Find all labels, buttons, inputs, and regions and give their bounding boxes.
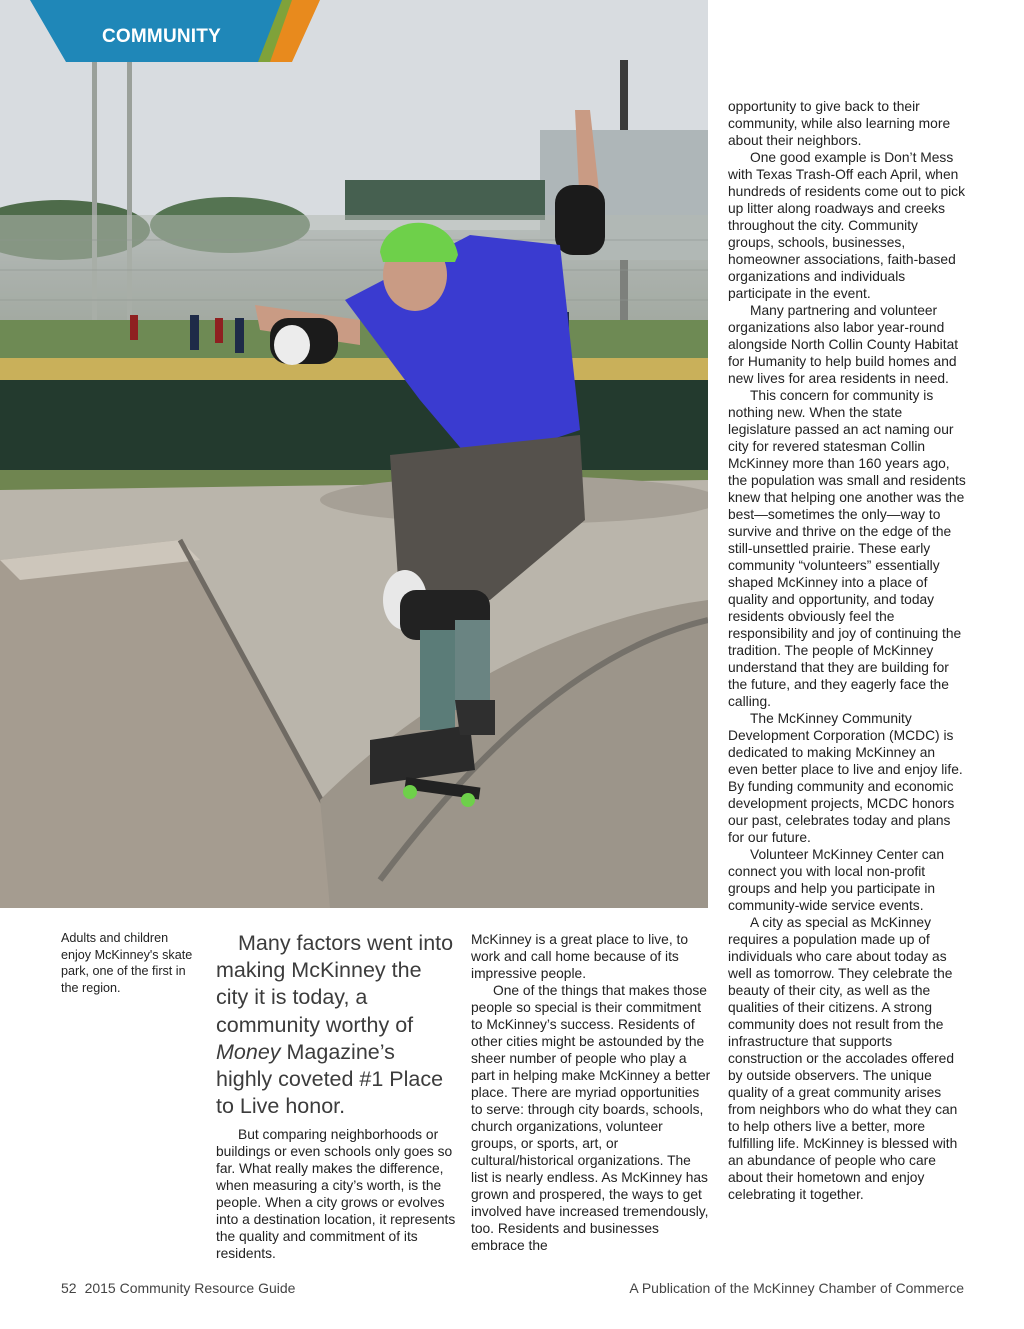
body-column-1 — [216, 1126, 456, 1262]
pull-quote-italic: Money — [216, 1039, 281, 1064]
body-column-2 — [471, 931, 711, 1254]
pull-quote — [216, 930, 456, 1120]
section-banner — [30, 0, 320, 62]
paragraph: But comparing neighborhoods or buildings or even schools only goes so far. What really makes the difference, when measuring a city’s worth, is the people. When a city grows or evolves into a destination location, it represents the quality and commitment of its residents. — [216, 1127, 456, 1261]
paragraph: Volunteer McKinney Center can connect you with local non-profit groups and help you participate in community-wide service events. — [728, 847, 945, 913]
body-column-3 — [728, 98, 966, 1203]
paragraph: One of the things that makes those people so special is their commitment to McKinney’s success. Residents of other cities might be astounded by the sheer number of people who play a part in helping make McKinney a better place. There are myriad opportunities to serve: through city boards, schools, church organizations, volunteer groups, or sports, art, or cultural/historical organizations. The list is nearly endless. As McKinney has grown and prospered, the ways to get involved have increased tremendously, too. Residents and businesses embrace the — [471, 983, 711, 1253]
section-label: COMMUNITY — [102, 26, 221, 47]
pull-quote-text-end: Magazine’s highly coveted #1 Place to Live honor. — [216, 1039, 444, 1119]
paragraph: The McKinney Community Development Corporation (MCDC) is dedicated to making McKinney an even better place to live and enjoy life. By funding community and economic development projects, MCDC honors our past, celebrates today and plans for our future. — [728, 711, 963, 845]
skateboarder-photo-icon — [0, 0, 708, 908]
paragraph: A city as special as McKinney requires a population made up of individuals who care about today as well as tomorrow. They celebrate the beauty of their city, as well as the qualities of their citizens. A strong community does not result from the infrastructure that supports construction or the accolades offered by outside observers. The unique quality of a great community arises from neighbors who do what they can to help others live a better, more fulfilling life. McKinney is blessed with an abundance of people who care about their hometown and enjoy celebrating it together. — [728, 915, 958, 1202]
pull-quote-text: Many factors went into making McKinney the city it is today, a community worthy of — [216, 931, 454, 1037]
paragraph: opportunity to give back to their community, while also learning more about their neighbors. — [728, 99, 951, 148]
photo-caption: Adults and children enjoy McKinney's skate park, one of the first in the region. — [61, 931, 193, 995]
page-number: 52 — [61, 1280, 77, 1296]
paragraph: This concern for community is nothing new. When the state legislature passed an act naming our city for revered statesman Collin McKinney more than 160 years ago, the population was small and residents knew that helping one another was the best—sometimes the only—way to survive and thrive on the edge of the still-unsettled prairie. These early community “volunteers” essentially shaped McKinney into a place of quality and opportunity, and today residents obviously feel the responsibility and joy of continuing the tradition. The people of McKinney understand that they are building for the future, and they eagerly face the calling. — [728, 388, 966, 709]
guide-title: 2015 Community Resource Guide — [84, 1280, 296, 1296]
footer-left — [61, 1280, 295, 1296]
paragraph: Many partnering and volunteer organizations also labor year-round alongside North Collin County Habitat for Humanity to help build homes and new lives for area residents in need. — [728, 303, 959, 386]
footer-publisher: A Publication of the McKinney Chamber of Commerce — [629, 1280, 964, 1296]
skate-park-photo — [0, 0, 708, 908]
paragraph: One good example is Don’t Mess with Texas Trash-Off each April, when hundreds of residents come out to pick up litter along roadways and creeks throughout the city. Community groups, schools, businesses, homeowner associations, faith-based organizations and individuals participate in the event. — [728, 150, 965, 301]
paragraph: McKinney is a great place to live, to work and call home because of its impressive people. — [471, 932, 689, 981]
